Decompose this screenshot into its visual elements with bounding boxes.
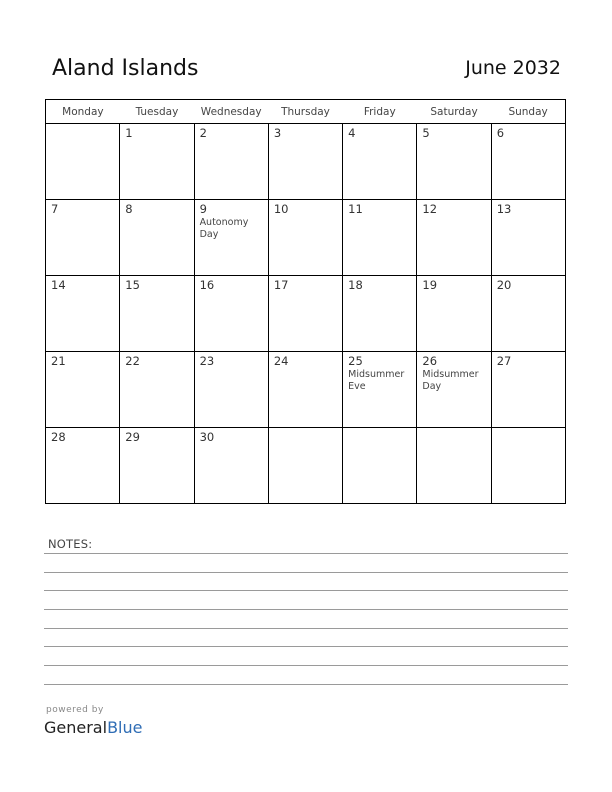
- day-cell: [194, 124, 268, 200]
- day-cell: [194, 200, 268, 276]
- day-cell: [491, 276, 565, 352]
- day-number: 13: [496, 202, 512, 216]
- day-number: 5: [422, 126, 430, 140]
- day-cell: [268, 200, 342, 276]
- day-number: 4: [348, 126, 356, 140]
- day-number: 26: [422, 354, 438, 368]
- weekday-friday: Friday: [343, 100, 417, 124]
- holiday-label: Midsummer Day: [422, 369, 479, 392]
- day-cell: [194, 428, 268, 504]
- day-number: 23: [199, 354, 215, 368]
- week-row-3: [46, 276, 566, 352]
- note-line: [44, 572, 568, 573]
- day-number: 25: [348, 354, 363, 368]
- holiday-label: Midsummer Eve: [348, 369, 405, 392]
- day-cell: [120, 428, 194, 504]
- week-row-2: [46, 200, 566, 276]
- day-cell: [46, 124, 120, 200]
- day-cell: [268, 124, 342, 200]
- day-cell: [343, 276, 417, 352]
- day-number: 20: [496, 278, 512, 292]
- day-number: 24: [273, 354, 289, 368]
- day-number: 7: [51, 202, 59, 216]
- note-line: [44, 684, 568, 685]
- day-cell: [417, 428, 491, 504]
- day-number: 17: [273, 278, 289, 292]
- weekday-header-row: [46, 100, 566, 124]
- day-cell: [46, 352, 120, 428]
- day-cell: [46, 276, 120, 352]
- day-number: 9: [199, 202, 207, 216]
- note-line: [44, 665, 568, 666]
- day-number: 1: [125, 126, 133, 140]
- weekday-wednesday: Wednesday: [194, 100, 268, 124]
- day-cell: [417, 276, 491, 352]
- day-cell: [417, 200, 491, 276]
- weekday-tuesday: Tuesday: [120, 100, 194, 124]
- day-cell: [120, 352, 194, 428]
- day-cell: [491, 352, 565, 428]
- day-cell: [343, 428, 417, 504]
- day-cell: [343, 200, 417, 276]
- day-cell: [120, 276, 194, 352]
- note-line: [44, 628, 568, 629]
- day-cell: [343, 124, 417, 200]
- day-number: 30: [199, 430, 215, 444]
- weekday-thursday: Thursday: [268, 100, 342, 124]
- day-cell: [491, 428, 565, 504]
- logo-word-general: General: [44, 718, 108, 737]
- day-cell: [46, 428, 120, 504]
- calendar-country-title: Aland Islands: [52, 56, 199, 81]
- day-number: 16: [199, 278, 215, 292]
- day-number: 18: [348, 278, 363, 292]
- weekday-sunday: Sunday: [491, 100, 565, 124]
- day-cell: [120, 124, 194, 200]
- day-cell: [491, 200, 565, 276]
- note-line: [44, 646, 568, 647]
- weekday-monday: Monday: [46, 100, 120, 124]
- powered-by-text: powered by: [46, 705, 104, 715]
- day-number: 21: [51, 354, 66, 368]
- generalblue-logo: [44, 718, 142, 737]
- day-cell: [120, 200, 194, 276]
- note-line: [44, 553, 568, 554]
- day-number: 2: [199, 126, 207, 140]
- calendar-grid: [45, 99, 566, 504]
- day-cell: [194, 352, 268, 428]
- logo-word-blue: Blue: [107, 718, 143, 737]
- calendar-month-title: June 2032: [465, 57, 561, 79]
- day-number: 10: [273, 202, 289, 216]
- day-number: 29: [125, 430, 140, 444]
- day-number: 22: [125, 354, 140, 368]
- day-cell: [194, 276, 268, 352]
- week-row-1: [46, 124, 566, 200]
- day-cell: [268, 428, 342, 504]
- week-row-4: [46, 352, 566, 428]
- notes-label: NOTES:: [48, 537, 93, 551]
- holiday-label: Autonomy Day: [199, 217, 249, 240]
- day-cell: [417, 124, 491, 200]
- note-line: [44, 609, 568, 610]
- day-number: 15: [125, 278, 140, 292]
- day-cell: [343, 352, 417, 428]
- note-line: [44, 590, 568, 591]
- day-number: 3: [273, 126, 282, 140]
- day-number: 6: [496, 126, 505, 140]
- day-number: 12: [422, 202, 438, 216]
- day-number: 28: [51, 430, 66, 444]
- day-number: 11: [348, 202, 363, 216]
- day-number: 27: [496, 354, 512, 368]
- week-row-5: [46, 428, 566, 504]
- day-cell: [46, 200, 120, 276]
- day-cell: [417, 352, 491, 428]
- day-number: 19: [422, 278, 438, 292]
- day-cell: [491, 124, 565, 200]
- day-number: 14: [51, 278, 66, 292]
- day-cell: [268, 352, 342, 428]
- day-cell: [268, 276, 342, 352]
- day-number: 8: [125, 202, 133, 216]
- weekday-saturday: Saturday: [417, 100, 491, 124]
